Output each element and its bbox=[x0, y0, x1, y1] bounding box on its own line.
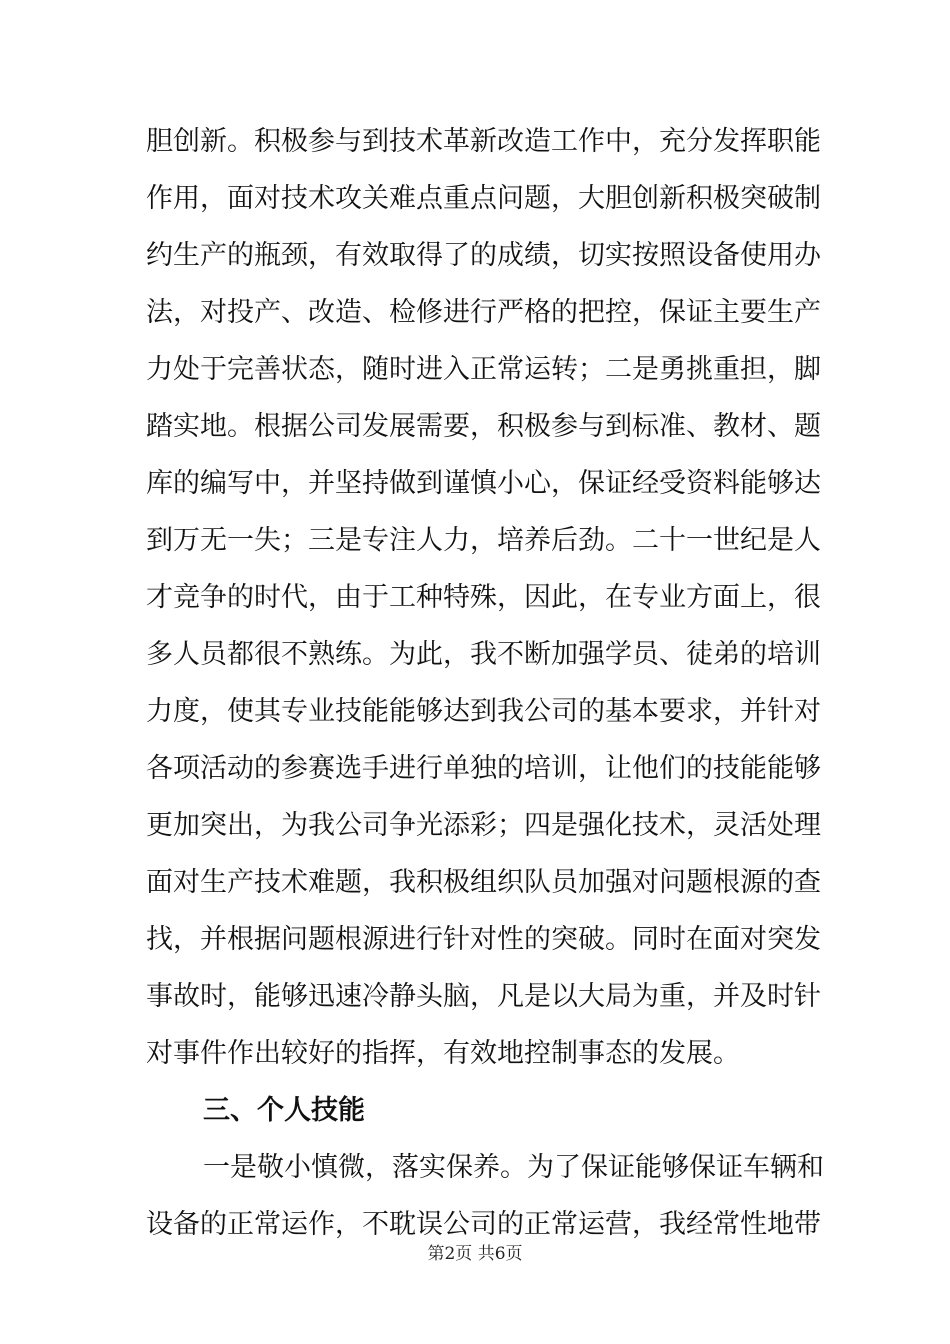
text-line: 对事件作出较好的指挥，有效地控制事态的发展。 bbox=[146, 1038, 740, 1069]
text-line: 力处于完善状态，随时进入正常运转；二是勇挑重担，脚 bbox=[146, 354, 821, 385]
page-footer: 第2页 共6页 bbox=[427, 1244, 523, 1264]
text-line: 各项活动的参赛选手进行单独的培训，让他们的技能能够 bbox=[146, 753, 821, 784]
section-heading: 三、个人技能 bbox=[203, 1095, 365, 1126]
text-line: 作用，面对技术攻关难点重点问题，大胆创新积极突破制 bbox=[146, 183, 821, 214]
text-line: 到万无一失；三是专注人力，培养后劲。二十一世纪是人 bbox=[146, 525, 821, 556]
text-line: 胆创新。积极参与到技术革新改造工作中，充分发挥职能 bbox=[146, 126, 821, 157]
text-line: 事故时，能够迅速冷静头脑，凡是以大局为重，并及时针 bbox=[146, 981, 821, 1012]
text-line: 多人员都很不熟练。为此，我不断加强学员、徒弟的培训 bbox=[146, 639, 821, 670]
text-line: 一是敬小慎微，落实保养。为了保证能够保证车辆和 bbox=[203, 1152, 824, 1183]
text-line: 更加突出，为我公司争光添彩；四是强化技术，灵活处理 bbox=[146, 810, 821, 841]
text-line: 力度，使其专业技能能够达到我公司的基本要求，并针对 bbox=[146, 696, 821, 727]
text-line: 库的编写中，并坚持做到谨慎小心，保证经受资料能够达 bbox=[146, 468, 821, 499]
text-line: 面对生产技术难题，我积极组织队员加强对问题根源的查 bbox=[146, 867, 821, 898]
text-line: 才竞争的时代，由于工种特殊，因此，在专业方面上，很 bbox=[146, 582, 821, 613]
text-line: 找，并根据问题根源进行针对性的突破。同时在面对突发 bbox=[146, 924, 821, 955]
text-line: 踏实地。根据公司发展需要，积极参与到标准、教材、题 bbox=[146, 411, 821, 442]
text-line: 设备的正常运作，不耽误公司的正常运营，我经常性地带 bbox=[146, 1209, 821, 1240]
text-line: 约生产的瓶颈，有效取得了的成绩，切实按照设备使用办 bbox=[146, 240, 821, 271]
text-line: 法，对投产、改造、检修进行严格的把控，保证主要生产 bbox=[146, 297, 821, 328]
